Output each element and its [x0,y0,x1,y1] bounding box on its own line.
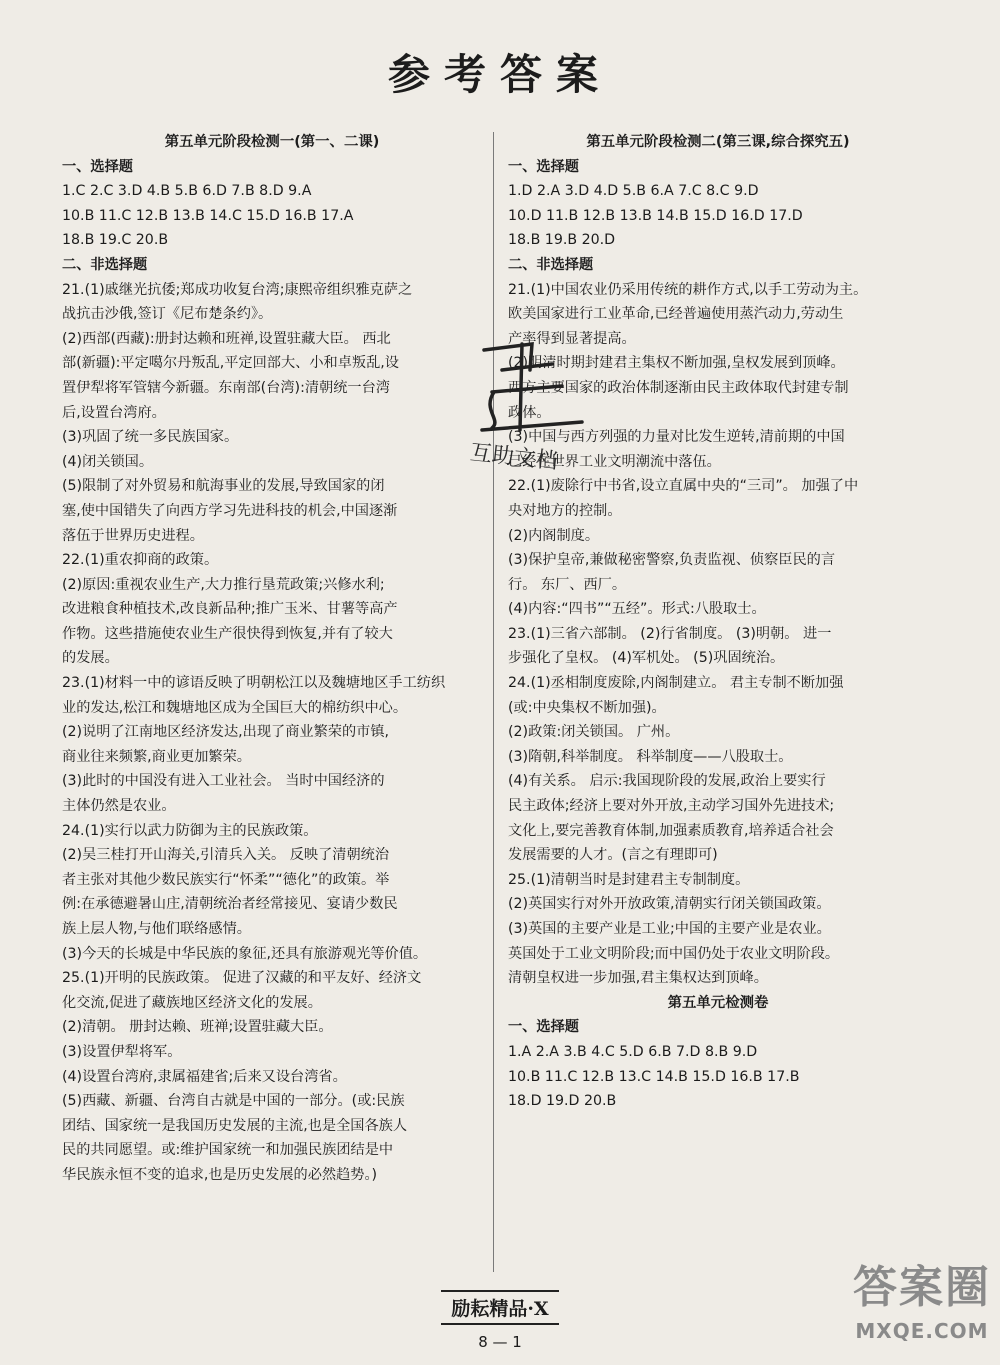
answer-line: (或:中央集权不断加强)。 [508,699,666,716]
answer-line: 文化上,要完善教育体制,加强素质教育,培养适合社会 [508,822,834,839]
right-column [508,130,928,1114]
answer-line: (2)明清时期封建君主集权不断加强,皇权发展到顶峰。 [508,355,845,372]
answer-line: 化交流,促进了藏族地区经济文化的发展。 [62,994,322,1011]
answer-line: (5)西藏、新疆、台湾自古就是中国的一部分。(或:民族 [62,1093,405,1110]
answer-line: 业的发达,松江和魏塘地区成为全国巨大的棉纺织中心。 [62,699,408,716]
answer-line: 民的共同愿望。或:维护国家统一和加强民族团结是中 [62,1142,394,1159]
answer-line: 25.(1)清朝当时是封建君主专制制度。 [508,871,750,888]
answer-line: 21.(1)戚继光抗倭;郑成功收复台湾;康熙帝组织雅克萨之 [62,281,413,298]
answer-line: 的发展。 [62,650,119,667]
answer-line: 18.B 19.B 20.D [508,232,616,249]
answer-line: 发展需要的人才。(言之有理即可) [508,847,718,864]
answer-line: 塞,使中国错失了向西方学习先进科技的机会,中国逐渐 [62,502,398,519]
watermark-logo-text: 答案圈 [853,1262,991,1313]
answer-line: 23.(1)材料一中的谚语反映了明朝松江以及魏塘地区手工纺织 [62,675,446,692]
answer-line: (2)内阁制度。 [508,527,600,544]
answer-line: 者主张对其他少数民族实行“怀柔”“德化”的政策。举 [62,871,390,888]
answer-line: 部(新疆):平定噶尔丹叛乱,平定回部大、小和卓叛乱,设 [62,355,399,372]
answer-line: (3)英国的主要产业是工业;中国的主要产业是农业。 [508,921,831,937]
handwritten-scribble [472,330,592,450]
watermark [852,1258,992,1358]
answer-line: 1.C 2.C 3.D 4.B 5.B 6.D 7.B 8.D 9.A [62,183,312,200]
answer-line: 18.D 19.D 20.B [508,1093,617,1110]
answer-line: (3)保护皇帝,兼做秘密警察,负责监视、侦察臣民的言 [508,552,836,569]
answer-line: 行。 东厂、西厂。 [508,576,627,593]
page-footer [0,1290,1000,1351]
answer-line: 后,设置台湾府。 [62,404,166,421]
answer-line: 央对地方的控制。 [508,502,622,519]
answer-line: 22.(1)重农抑商的政策。 [62,552,219,569]
answer-line: 战抗击沙俄,签订《尼布楚条约》。 [62,306,273,323]
section-heading: 第五单元阶段检测二(第三课,综合探究五) [586,134,850,150]
answer-line: 10.B 11.C 12.B 13.B 14.C 15.D 16.B 17.A [62,207,354,224]
answer-line: 步强化了皇权。 (4)军机处。 (5)巩固统治。 [508,650,785,667]
answer-line: 置伊犁将军管辖今新疆。东南部(台湾):清朝统一台湾 [62,379,390,396]
answer-line: 1.D 2.A 3.D 4.D 5.B 6.A 7.C 8.C 9.D [508,183,759,200]
answer-line: (3)此时的中国没有进入工业社会。 当时中国经济的 [62,773,385,790]
answer-line: 政体。 [508,404,551,421]
answer-line: (3)中国与西方列强的力量对比发生逆转,清前期的中国 [508,429,845,446]
answer-line: (2)政策:闭关锁国。 广州。 [508,724,680,741]
subsection-heading: 二、非选择题 [508,256,594,273]
answer-line: 1.A 2.A 3.B 4.C 5.D 6.B 7.D 8.B 9.D [508,1043,758,1060]
answer-line: (2)英国实行对外开放政策,清朝实行闭关锁国政策。 [508,896,831,913]
section-heading: 第五单元阶段检测一(第一、二课) [164,134,380,150]
answer-line: 10.B 11.C 12.B 13.C 14.B 15.D 16.B 17.B [508,1068,800,1085]
answer-line: 欧美国家进行工业革命,已经普遍使用蒸汽动力,劳动生 [508,306,844,323]
answer-line: 作物。这些措施使农业生产很快得到恢复,并有了较大 [62,625,393,642]
answer-line: 23.(1)三省六部制。 (2)行省制度。 (3)明朝。 进一 [508,625,832,642]
answer-line: (2)西部(西藏):册封达赖和班禅,设置驻藏大臣。 西北 [62,330,391,347]
answer-line: 主体仍然是农业。 [62,798,176,815]
answer-line: 10.D 11.B 12.B 13.B 14.B 15.D 16.D 17.D [508,207,803,224]
answer-line: 商业往来频繁,商业更加繁荣。 [62,748,251,765]
answer-line: (3)隋朝,科举制度。 科举制度——八股取士。 [508,748,793,765]
answer-line: (4)内容:“四书”“五经”。形式:八股取士。 [508,601,766,618]
answer-line: 24.(1)丞相制度废除,内阁制建立。 君主专制不断加强 [508,675,844,692]
answer-line: 22.(1)废除行中书省,设立直属中央的“三司”。 加强了中 [508,478,859,495]
answer-line: (5)限制了对外贸易和航海事业的发展,导致国家的闭 [62,478,385,495]
handwritten-note: 互助文档 [468,440,559,475]
answer-line: (3)巩固了统一多民族国家。 [62,429,239,446]
answer-line: 民主政体;经济上要对外开放,主动学习国外先进技术; [508,798,835,815]
answer-line: 西方主要国家的政治体制逐渐由民主政体取代封建专制 [508,379,849,396]
answer-line: 25.(1)开明的民族政策。 促进了汉藏的和平友好、经济文 [62,970,422,987]
subsection-heading: 一、选择题 [508,1019,579,1036]
answer-line: (3)今天的长城是中华民族的象征,还具有旅游观光等价值。 [62,945,428,962]
answer-line: (4)闭关锁国。 [62,453,154,470]
answer-line: 族上层人物,与他们联络感情。 [62,921,251,937]
subsection-heading: 二、非选择题 [62,256,148,273]
answer-line: (3)设置伊犁将军。 [62,1043,182,1060]
answer-line: (2)原因:重视农业生产,大力推行垦荒政策;兴修水利; [62,576,385,593]
answer-line: 24.(1)实行以武力防御为主的民族政策。 [62,822,318,839]
footer-brand: 励耘精品·X [441,1290,558,1325]
answer-line: 清朝皇权进一步加强,君主集权达到顶峰。 [508,970,768,987]
answer-line: 改进粮食种植技术,改良新品种;推广玉米、甘薯等高产 [62,601,398,618]
answer-line: 已经在世界工业文明潮流中落伍。 [508,453,721,470]
answer-line: 21.(1)中国农业仍采用传统的耕作方式,以手工劳动为主。 [508,281,868,298]
watermark-url: MXQE.COM [855,1319,989,1343]
subsection-heading: 一、选择题 [508,158,579,175]
column-divider [493,132,494,1272]
section-heading: 第五单元检测卷 [667,994,769,1011]
answer-line: 英国处于工业文明阶段;而中国仍处于农业文明阶段。 [508,945,840,962]
answer-line: 产率得到显著提高。 [508,330,636,347]
answer-line: (2)说明了江南地区经济发达,出现了商业繁荣的市镇, [62,724,390,741]
left-column [62,130,482,1188]
answer-line: (4)设置台湾府,隶属福建省;后来又设台湾省。 [62,1068,347,1085]
answer-line: 18.B 19.C 20.B [62,232,169,249]
page-title: 参考答案 [387,50,612,99]
answer-line: (4)有关系。 启示:我国现阶段的发展,政治上要实行 [508,773,826,790]
answer-line: 华民族永恒不变的追求,也是历史发展的必然趋势。) [62,1166,378,1183]
answer-line: 落伍于世界历史进程。 [62,527,204,544]
answer-line: (2)吴三桂打开山海关,引清兵入关。 反映了清朝统治 [62,847,390,864]
answer-line: 团结、国家统一是我国历史发展的主流,也是全国各族人 [62,1117,408,1134]
page-number: 8 — 1 [478,1333,522,1351]
answer-line: 例:在承德避暑山庄,清朝统治者经常接见、宴请少数民 [62,896,398,913]
answer-line: (2)清朝。 册封达赖、班禅;设置驻藏大臣。 [62,1019,333,1036]
subsection-heading: 一、选择题 [62,158,133,175]
